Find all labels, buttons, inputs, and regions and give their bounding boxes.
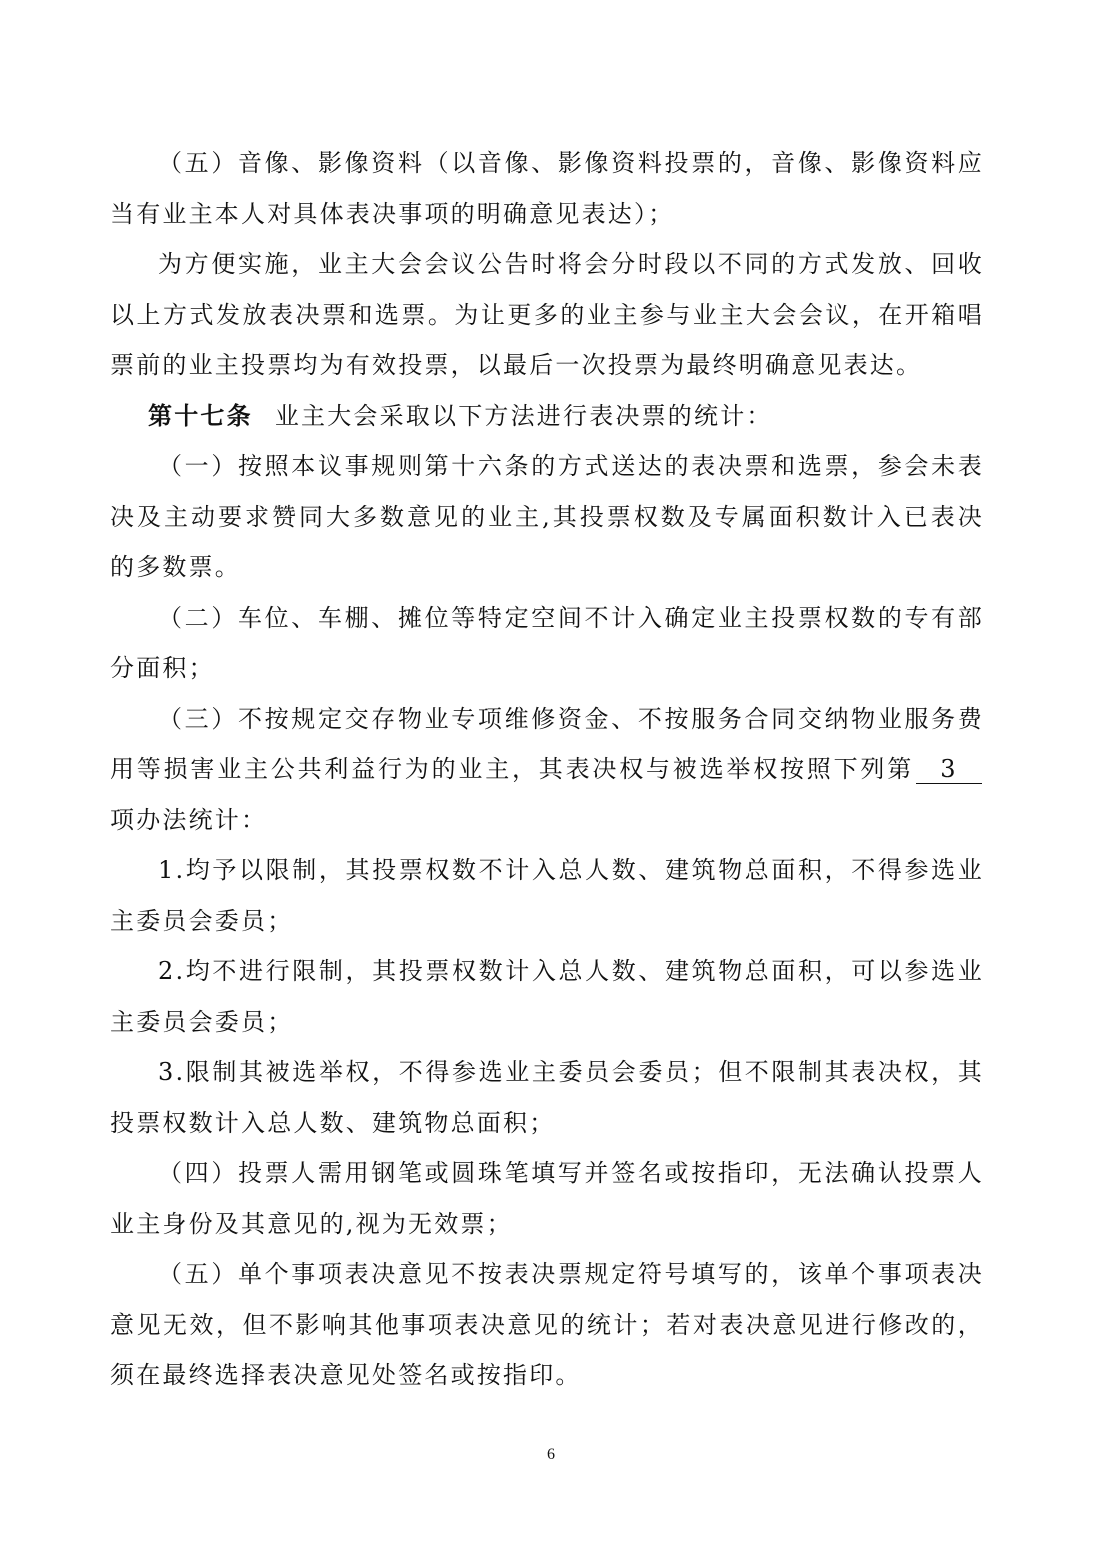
article-intro-text: 业主大会采取以下方法进行表决票的统计： <box>274 401 773 430</box>
page-number: 6 <box>547 1446 555 1463</box>
item-three-blank-value: 3 <box>916 755 982 784</box>
paragraph-implementation-note: 为方便实施，业主大会会议公告时将会分时段以不同的方式发放、回收以上方式发放表决票和选票。为让更多的业主参与业主大会会议，在开箱唱票前的业主投票均为有效投票，以最后一次投票为最终明确意见表达。 <box>110 250 984 379</box>
item-three-text-after: 项办法统计： <box>110 805 268 834</box>
item-three-text-before: （三）不按规定交存物业专项维修资金、不按服务合同交纳物业服务费用等损害业主公共利益行为的业主，其表决权与被选举权按照下列第 <box>110 704 984 783</box>
article-seventeen <box>110 391 984 442</box>
item-two: （二）车位、车棚、摊位等特定空间不计入确定业主投票权数的专有部分面积； <box>110 603 984 682</box>
option-three: 3.限制其被选举权，不得参选业主委员会委员；但不限制其表决权，其投票权数计入总人数、建筑物总面积； <box>110 1058 984 1137</box>
option-two: 2.均不进行限制，其投票权数计入总人数、建筑物总面积，可以参选业主委员会委员； <box>110 957 984 1036</box>
document-body <box>110 138 984 1401</box>
option-one: 1.均予以限制，其投票权数不计入总人数、建筑物总面积，不得参选业主委员会委员； <box>110 856 984 935</box>
article-heading: 第十七条 <box>148 400 253 430</box>
item-five: （五）单个事项表决意见不按表决票规定符号填写的，该单个事项表决意见无效，但不影响其他事项表决意见的统计；若对表决意见进行修改的，须在最终选择表决意见处签名或按指印。 <box>110 1260 984 1389</box>
item-four: （四）投票人需用钢笔或圆珠笔填写并签名或按指印，无法确认投票人业主身份及其意见的,视为无效票； <box>110 1159 984 1238</box>
item-three <box>110 694 984 846</box>
item-one: （一）按照本议事规则第十六条的方式送达的表决票和选票，参会未表决及主动要求赞同大多数意见的业主,其投票权数及专属面积数计入已表决的多数票。 <box>110 452 984 581</box>
paragraph-audio-video-materials: （五）音像、影像资料（以音像、影像资料投票的，音像、影像资料应当有业主本人对具体表决事项的明确意见表达）； <box>110 149 984 228</box>
